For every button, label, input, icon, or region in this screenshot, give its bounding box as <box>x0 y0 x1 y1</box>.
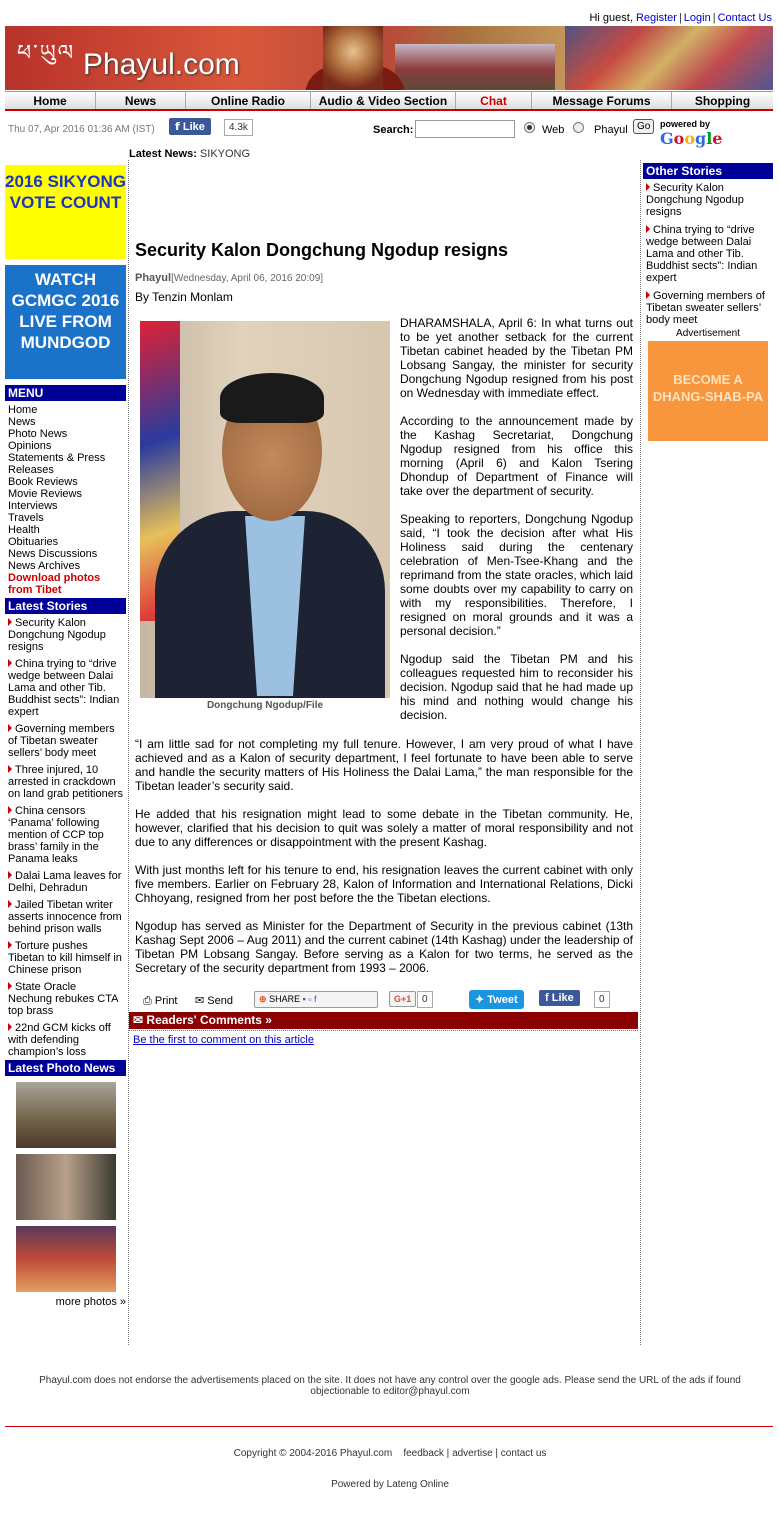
nav-online-radio[interactable]: Online Radio <box>186 92 311 109</box>
menu-item-health[interactable]: Health <box>8 524 40 536</box>
powered-by-lateng: Powered by Lateng Online <box>331 1479 449 1490</box>
latest-story-link[interactable]: Torture pushes Tibetan to kill himself in Chinese prison <box>8 940 122 976</box>
tweet-button[interactable] <box>469 990 524 1009</box>
print-label: Print <box>154 995 178 1007</box>
first-comment-link[interactable]: Be the first to comment on this article <box>133 1034 314 1046</box>
article-title: Security Kalon Dongchung Ngodup resigns <box>135 240 509 260</box>
right-column-divider <box>640 160 641 1345</box>
article-paragraph: Ngodup said the Tibetan PM and his colleagues requested him to reconsider his decision. Ngodup said that he had made up his mind and nothing would change his decision. <box>400 652 633 722</box>
article-source: Phayul <box>135 272 172 284</box>
readers-comments-heading <box>129 1012 638 1029</box>
latest-story-link[interactable]: Jailed Tibetan writer asserts innocence from behind prison walls <box>8 899 122 935</box>
other-story-item[interactable] <box>646 290 770 326</box>
right-sidebar <box>643 163 773 441</box>
latest-story-item[interactable] <box>8 940 123 976</box>
menu-list <box>5 401 126 598</box>
footer-links: Copyright © 2004-2016 Phayul.com feedback | advertise | contact us <box>233 1448 547 1459</box>
photo-news-thumbnail[interactable] <box>16 1082 116 1148</box>
menu-item-download-photos[interactable]: Download photos from Tibet <box>8 572 101 596</box>
nav-message-forums[interactable]: Message Forums <box>532 92 672 109</box>
share-services-icons: ▪ ▫ f <box>302 994 317 1004</box>
other-story-link[interactable]: China trying to “drive wedge between Dalai Lama and other Tib. Buddhist sects”: Indian expert <box>646 224 758 284</box>
latest-story-item[interactable] <box>8 1022 123 1058</box>
send-button[interactable] <box>195 994 233 1007</box>
nav-shopping[interactable]: Shopping <box>694 94 751 108</box>
facebook-like-button[interactable] <box>169 118 211 135</box>
share-toolbar <box>143 990 633 1012</box>
print-button[interactable] <box>143 994 178 1008</box>
article-paragraph: With just months left for his tenure to end, his resignation leaves the current cabinet with only five members. Earlier on February 28, Kalon of Information and International Relations, Dicki Chhoyang, resigned from her post before the the Tibetan elections. <box>135 863 633 905</box>
powered-by-label: powered by <box>660 119 711 129</box>
google-logo: Google <box>660 129 723 148</box>
search-label: Search: <box>373 124 414 136</box>
latest-news-ticker <box>129 148 250 160</box>
advertisement-label: Advertisement <box>676 328 740 339</box>
addthis-share-button[interactable] <box>254 991 378 1008</box>
latest-story-item[interactable] <box>8 805 123 865</box>
article-paragraph: DHARAMSHALA, April 6: In what turns out to be yet another setback for the current Tibetan cabinet headed by the Tibetan PM Lobsang Sangay, the minister for security Dongchung Ngodup resigned from his post on Wednesday with immediate effect. <box>400 316 633 400</box>
menu-item-statements[interactable]: Statements & Press Releases <box>8 452 106 476</box>
search-phayul-radio[interactable] <box>573 122 584 133</box>
photo-news-thumbnail[interactable] <box>16 1226 116 1292</box>
site-logo[interactable]: Phayul.com <box>83 48 240 81</box>
menu-item-photo-news[interactable]: Photo News <box>8 428 68 440</box>
latest-story-item[interactable] <box>8 899 123 935</box>
article-datetime: [Wednesday, April 06, 2016 20:09] <box>171 273 324 284</box>
facebook-like-label: Like <box>551 992 574 1004</box>
article-source-line <box>135 272 633 284</box>
google-plus-count: 0 <box>417 991 433 1008</box>
search-web-radio[interactable] <box>524 122 535 133</box>
latest-story-link[interactable]: Three injured, 10 arrested in crackdown on land grab petitioners <box>8 764 123 800</box>
nav-news[interactable]: News <box>96 92 186 109</box>
footer-divider <box>5 1426 773 1427</box>
other-story-link[interactable]: Governing members of Tibetan sweater sellers’ body meet <box>646 290 765 326</box>
latest-story-item[interactable] <box>8 764 123 800</box>
facebook-like-button[interactable] <box>539 990 580 1006</box>
dhang-shab-pa-ad[interactable]: BECOME A DHANG-SHAB-PA <box>648 341 768 441</box>
left-column-divider <box>128 160 129 1345</box>
readers-comments-label: Readers' Comments » <box>146 1013 272 1027</box>
greeting-text: Hi guest, <box>589 12 633 24</box>
menu-item-news-archives[interactable]: News Archives <box>8 560 81 572</box>
contact-link[interactable]: Contact Us <box>717 12 772 24</box>
article-paragraph: According to the announcement made by the Kashag Secretariat, Dongchung Ngodup resigned from his office this morning (April 6) and Kalon Tsering Dhondup of Department of Finance will take over the department of security. <box>400 414 633 498</box>
other-story-link[interactable]: Security Kalon Dongchung Ngodup resigns <box>646 182 744 218</box>
latest-story-item[interactable] <box>8 617 123 653</box>
more-photos-link[interactable]: more photos » <box>55 1296 126 1308</box>
left-sidebar <box>5 165 126 1308</box>
latest-photo-news-heading: Latest Photo News <box>5 1060 126 1076</box>
search-web-label: Web <box>542 124 565 136</box>
banner-portrait-image <box>323 26 383 90</box>
article <box>135 240 633 975</box>
article-photo <box>140 321 390 698</box>
search-input[interactable] <box>415 120 515 138</box>
share-plus-icon: ⊕ <box>259 994 267 1004</box>
menu-item-movie-reviews[interactable]: Movie Reviews <box>8 488 82 500</box>
facebook-icon: f <box>175 120 180 133</box>
article-photo-caption: Dongchung Ngodup/File <box>206 700 324 711</box>
feedback-link[interactable]: feedback <box>403 1448 444 1459</box>
nav-home[interactable]: Home <box>5 92 96 109</box>
info-search-bar <box>8 118 773 148</box>
site-logo-tibetan: ཕ་ཡུལ <box>17 40 76 65</box>
send-label: Send <box>207 995 233 1007</box>
other-story-item[interactable] <box>646 182 770 218</box>
latest-story-link[interactable]: China trying to “drive wedge between Dalai Lama and other Tib. Buddhist sects”: Indian expert <box>8 658 120 718</box>
latest-story-link[interactable]: Security Kalon Dongchung Ngodup resigns <box>8 617 106 653</box>
site-banner[interactable] <box>5 26 773 90</box>
facebook-like-count: 0 <box>594 991 610 1008</box>
contact-us-link[interactable]: contact us <box>500 1448 547 1459</box>
latest-story-item[interactable] <box>8 870 123 894</box>
latest-story-link[interactable]: 22nd GCM kicks off with defending champion’s loss <box>8 1022 111 1058</box>
ads-disclaimer: Phayul.com does not endorse the advertisements placed on the site. It does not have any control over the google ads. Please send the URL of the ads if found objectionable to editor@phayul.com <box>39 1375 741 1397</box>
other-story-item[interactable] <box>646 224 770 284</box>
other-stories-list <box>643 179 773 326</box>
sikyong-vote-count-banner[interactable]: 2016 SIKYONG VOTE COUNT <box>5 165 126 259</box>
current-date: Thu 07, Apr 2016 01:36 AM (IST) <box>8 124 155 135</box>
article-photo-figure <box>140 321 390 711</box>
article-paragraph: He added that his resignation might lead to some debate in the Tibetan community. He, however, clarified that his decision to quit was solely a matter of moral responsibility and not due to any differences or disappointment with the present Kashag. <box>135 807 633 849</box>
nav-audio-video[interactable]: Audio & Video Section <box>311 92 456 109</box>
latest-story-link[interactable]: Dalai Lama leaves for Delhi, Dehradun <box>8 870 122 894</box>
banner-flag-image <box>565 26 773 90</box>
article-paragraph: Speaking to reporters, Dongchung Ngodup said, “I took the decision after what His Holiness said during the centenary celebration of Men-Tsee-Khang and the reprimand from the state oracles, which laid some doubts over my capability to carry on with my responsibilities. Therefore, I resigned on moral grounds and it was a personal decision.” <box>400 512 633 638</box>
menu-item-home[interactable]: Home <box>8 404 38 416</box>
share-label: SHARE <box>269 994 301 1004</box>
latest-stories-list <box>5 614 126 1058</box>
menu-item-interviews[interactable]: Interviews <box>8 500 58 512</box>
register-link[interactable]: Register <box>635 12 677 24</box>
facebook-like-label: Like <box>182 121 205 133</box>
facebook-icon: f <box>545 992 549 1004</box>
tweet-label: Tweet <box>487 994 518 1006</box>
latest-news-value[interactable]: SIKYONG <box>199 148 251 160</box>
latest-stories-heading: Latest Stories <box>5 598 126 614</box>
banner-palace-image <box>395 44 555 90</box>
article-paragraph: “I am little sad for not completing my full tenure. However, I am very proud of what I have achieved and as a Kalon of security department, I feel fortunate to have been able to serve and handle the security matters of His Holiness the Dalai Lama,” the man responsible for the Tibetan leader’s security said. <box>135 737 633 793</box>
latest-story-link[interactable]: Governing members of Tibetan sweater sellers’ body meet <box>8 723 115 759</box>
envelope-icon: ✉ <box>195 994 205 1007</box>
article-body-full <box>135 737 633 989</box>
twitter-bird-icon: ✦ <box>475 994 485 1006</box>
powered-by-google <box>660 119 773 148</box>
latest-story-item[interactable] <box>8 658 123 718</box>
nav-chat[interactable]: Chat <box>456 92 532 109</box>
menu-item-news[interactable]: News <box>8 416 36 428</box>
printer-icon: ⎙ <box>143 994 152 1007</box>
menu-item-opinions[interactable]: Opinions <box>8 440 52 452</box>
latest-story-link[interactable]: China censors ‘Panama’ following mention of CCP top brass’ family in the Panama leaks <box>8 805 104 865</box>
login-link[interactable]: Login <box>683 12 711 24</box>
menu-heading: MENU <box>5 385 126 401</box>
main-nav <box>5 91 773 111</box>
advertise-link[interactable]: advertise <box>452 1448 493 1459</box>
article-body-side <box>400 316 633 736</box>
watch-gcmgc-live-banner[interactable]: WATCH GCMGC 2016 LIVE FROM MUNDGOD <box>5 265 126 379</box>
account-bar: Hi guest, Register | Login | Contact Us <box>589 12 772 24</box>
latest-story-item[interactable] <box>8 981 123 1017</box>
comments-divider <box>129 1030 638 1031</box>
menu-item-news-discussions[interactable]: News Discussions <box>8 548 98 560</box>
search-phayul-label: Phayul <box>594 124 628 136</box>
menu-item-obituaries[interactable]: Obituaries <box>8 536 59 548</box>
menu-item-book-reviews[interactable]: Book Reviews <box>8 476 78 488</box>
facebook-like-count: 4.3k <box>224 119 253 136</box>
article-author: By Tenzin Monlam <box>135 290 233 304</box>
latest-story-link[interactable]: State Oracle Nechung rebukes CTA top brass <box>8 981 118 1017</box>
photo-news-thumbnail[interactable] <box>16 1154 116 1220</box>
latest-news-label: Latest News: <box>129 148 197 160</box>
comments-icon: ✉ <box>133 1013 144 1027</box>
latest-story-item[interactable] <box>8 723 123 759</box>
google-plus-button[interactable]: G+1 <box>389 991 416 1007</box>
menu-item-travels[interactable]: Travels <box>8 512 44 524</box>
article-paragraph: Ngodup has served as Minister for the Department of Security in the previous cabinet (13th Kashag Sept 2006 – Aug 2011) and the current cabinet (14th Kashag) under the leadership of Tibetan PM Lobsang Sangay. Before serving as a Kalon for two terms, he served as the Secretary of the security department from 1993 – 2006. <box>135 919 633 975</box>
search-go-button[interactable]: Go <box>633 119 654 134</box>
other-stories-heading: Other Stories <box>643 163 773 179</box>
copyright-text: Copyright © 2004-2016 Phayul.com <box>233 1448 393 1459</box>
